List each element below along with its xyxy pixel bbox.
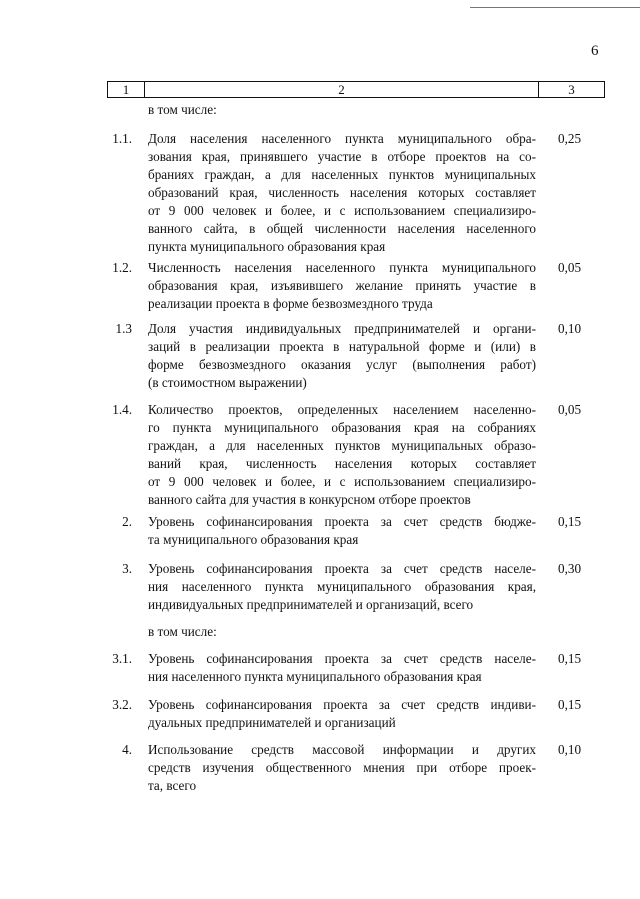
text-line: образования края, изъявившего желание принять участие в (148, 278, 536, 293)
top-rule (470, 7, 640, 8)
text-line: заций в реализации проекта в натуральной форме и (или) в (148, 339, 536, 354)
text-line: ваний края, численность населения которых составляет (148, 456, 536, 471)
criterion-text (148, 259, 536, 313)
criterion-text (148, 741, 536, 795)
text-line: Количество проектов, определенных населением населенно- (148, 402, 536, 417)
header-row (108, 82, 605, 98)
text-line: браниях граждан, а для населенных пунктов муниципальных (148, 167, 536, 182)
text-line: Использование средств массовой информации и других (148, 742, 536, 757)
criterion-weight: 0,15 (558, 697, 582, 712)
including-label: в том числе: (148, 624, 217, 639)
text-line: та муниципального образования края (148, 532, 359, 547)
criterion-text (148, 130, 536, 256)
criterion-weight: 0,30 (558, 561, 582, 576)
criterion-number: 4. (122, 742, 132, 757)
text-line: Уровень софинансирования проекта за счет средств населе- (148, 561, 536, 576)
criterion-weight: 0,15 (558, 651, 582, 666)
criterion-number: 3.2. (112, 697, 132, 712)
criterion-weight: 0,10 (558, 742, 582, 757)
criterion-weight: 0,05 (558, 260, 582, 275)
text-line: от 9 000 человек и более, и с использованием специализиро- (148, 203, 536, 218)
criterion-number: 1.3 (115, 321, 132, 336)
criterion-text (148, 401, 536, 509)
criterion-text (148, 513, 536, 549)
text-line: ванного сайта для участия в конкурсном отборе проектов (148, 492, 471, 507)
text-line: форме безвозмездного оказания услуг (выполнения работ) (148, 357, 536, 372)
text-line: Уровень софинансирования проекта за счет средств индиви- (148, 697, 536, 712)
text-line: ния населенного пункта муниципального образования края (148, 669, 482, 684)
criterion-number: 3. (122, 561, 132, 576)
text-line: от 9 000 человек и более, и с использованием специализиро- (148, 474, 536, 489)
text-line: зования края, принявшего участие в отборе проектов на со- (148, 149, 536, 164)
text-line: Уровень софинансирования проекта за счет средств населе- (148, 651, 536, 666)
criterion-number: 1.4. (112, 402, 132, 417)
text-line: Доля участия индивидуальных предпринимателей и органи- (148, 321, 536, 336)
text-line: пункта муниципального образования края (148, 239, 386, 254)
text-line: средств изучения общественного мнения при отборе проек- (148, 760, 536, 775)
criterion-text (148, 560, 536, 614)
criterion-text (148, 320, 536, 392)
column-header-table (107, 81, 605, 98)
header-cell-1: 1 (108, 82, 145, 98)
header-cell-3: 3 (539, 82, 605, 98)
text-line: Численность населения населенного пункта муниципального (148, 260, 536, 275)
text-line: (в стоимостном выражении) (148, 375, 307, 390)
criterion-weight: 0,15 (558, 514, 582, 529)
text-line: ния населенного пункта муниципального образования края, (148, 579, 536, 594)
text-line: реализации проекта в форме безвозмездного труда (148, 296, 433, 311)
text-line: дуальных предпринимателей и организаций (148, 715, 396, 730)
criterion-weight: 0,05 (558, 402, 582, 417)
header-cell-2: 2 (145, 82, 539, 98)
text-line: образований края, численность населения которых составляет (148, 185, 536, 200)
text-line: та, всего (148, 778, 197, 793)
text-line: го пункта муниципального образования края на собраниях (148, 420, 536, 435)
text-line: Доля населения населенного пункта муниципального обра- (148, 131, 536, 146)
text-line: граждан, а для населенных пунктов муниципальных образо- (148, 438, 536, 453)
text-line: индивидуальных предпринимателей и организаций, всего (148, 597, 474, 612)
text-line: ванного сайта, в общей численности населения населенного (148, 221, 536, 236)
criterion-weight: 0,10 (558, 321, 582, 336)
criterion-weight: 0,25 (558, 131, 582, 146)
criterion-number: 3.1. (112, 651, 132, 666)
criterion-number: 1.1. (112, 131, 132, 146)
text-line: Уровень софинансирования проекта за счет средств бюдже- (148, 514, 536, 529)
criterion-number: 1.2. (112, 260, 132, 275)
criterion-text (148, 650, 536, 686)
criterion-number: 2. (122, 514, 132, 529)
page-number: 6 (591, 43, 599, 59)
criterion-text (148, 696, 536, 732)
including-label: в том числе: (148, 102, 217, 117)
